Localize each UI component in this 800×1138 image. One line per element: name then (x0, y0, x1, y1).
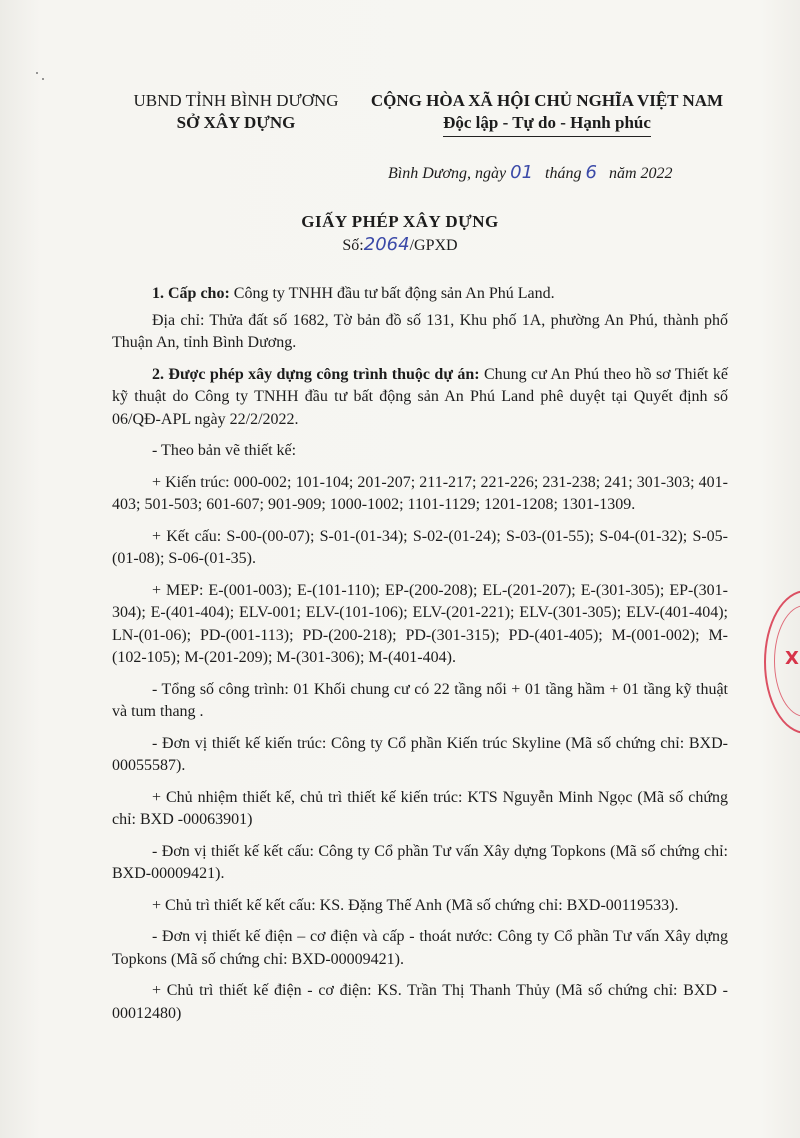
motto-text: Độc lập - Tự do - Hạnh phúc (443, 113, 651, 132)
national-header (352, 90, 742, 134)
paragraph: + MEP: E-(001-003); E-(101-110); EP-(200-208); EL-(201-207); E-(301-305); EP-(301-304); E-(401-404); ELV-001; ELV-(101-106); ELV-(201-221); ELV-(301-305); ELV-(401-404); LN-(01-06); PD-(001-113); PD-(200-218); PD-(301-315); PD-(401-405); M-(001-002); M-(102-105); M-(201-209); M-(301-306); M-(401-404). (112, 581, 728, 666)
number-value: 2064 (363, 234, 410, 255)
permit-number (0, 234, 800, 255)
issuer-org: UBND TỈNH BÌNH DƯƠNG (133, 91, 339, 110)
paragraph: + Chủ trì thiết kế điện - cơ điện: KS. Trần Thị Thanh Thủy (Mã số chứng chỉ: BXD - 00012480) (112, 982, 728, 1022)
country-name: CỘNG HÒA XÃ HỘI CHỦ NGHĨA VIỆT NAM (370, 91, 724, 110)
section-1-recipient: Công ty TNHH đầu tư bất động sản An Phú Land. (229, 285, 555, 302)
date-month-label: tháng (545, 165, 582, 182)
date-prefix: Bình Dương, ngày (388, 165, 507, 182)
official-seal-letter: X (785, 648, 799, 669)
paragraph: + Chủ nhiệm thiết kế, chủ trì thiết kế kiến trúc: KTS Nguyễn Minh Ngọc (Mã số chứng chỉ: BXD -00063901) (112, 788, 728, 828)
document-title: GIẤY PHÉP XÂY DỰNG (301, 212, 499, 231)
recipient-address: Địa chỉ: Thửa đất số 1682, Tờ bản đồ số 131, Khu phố 1A, phường An Phú, thành phố Thuận An, tỉnh Bình Dương. (112, 311, 728, 351)
scan-speck (42, 78, 44, 80)
date-month: 6 (585, 162, 597, 183)
paragraph: + Kiến trúc: 000-002; 101-104; 201-207; 211-217; 221-226; 231-238; 241; 301-303; 401-403; 501-503; 601-607; 901-909; 1000-1002; 1101-1129; 1201-1208; 1301-1309. (112, 473, 728, 513)
paragraph: - Đơn vị thiết kế kiến trúc: Công ty Cổ phần Kiến trúc Skyline (Mã số chứng chỉ: BXD-00055587). (112, 734, 728, 774)
issuer-department: SỞ XÂY DỰNG (176, 113, 296, 132)
motto (443, 112, 651, 134)
issuer-header (118, 90, 354, 134)
paragraph: - Đơn vị thiết kế điện – cơ điện và cấp - thoát nước: Công ty Cổ phần Tư vấn Xây dựng Topkons (Mã số chứng chỉ: BXD-00009421). (112, 928, 728, 968)
paragraph: + Kết cấu: S-00-(00-07); S-01-(01-34); S-02-(01-24); S-03-(01-55); S-04-(01-32); S-05-(01-08); S-06-(01-35). (112, 527, 728, 567)
number-prefix: Số: (342, 237, 364, 254)
section-1 (112, 283, 728, 306)
date-year-label: năm (608, 165, 637, 182)
paragraph: - Đơn vị thiết kế kết cấu: Công ty Cổ phần Tư vấn Xây dựng Topkons (Mã số chứng chỉ: BXD-00009421). (112, 842, 728, 882)
document-body (112, 283, 728, 1034)
section-2-label: 2. Được phép xây dựng công trình thuộc dự án: (152, 365, 480, 383)
section-2 (112, 364, 728, 432)
paragraph: + Chủ trì thiết kế kết cấu: KS. Đặng Thế Anh (Mã số chứng chỉ: BXD-00119533). (152, 896, 679, 914)
date-day: 01 (510, 162, 534, 183)
scan-speck (36, 72, 38, 74)
paragraph: - Tổng số công trình: 01 Khối chung cư có 22 tầng nổi + 01 tầng hầm + 01 tầng kỹ thuật và tum thang . (112, 680, 728, 720)
paragraph: - Theo bản vẽ thiết kế: (152, 442, 297, 459)
motto-underline (443, 136, 651, 137)
section-1-label: 1. Cấp cho: (152, 285, 230, 302)
number-suffix: /GPXD (409, 237, 458, 254)
section-2-text: Chung cư An Phú theo hồ sơ Thiết kế kỹ thuật do Công ty TNHH đầu tư bất động sản An Phú Land phê duyệt tại Quyết định số 06/QĐ-APL ngày 22/2/2022. (112, 365, 729, 428)
issue-date (388, 162, 728, 183)
date-year: 2022 (640, 165, 673, 182)
